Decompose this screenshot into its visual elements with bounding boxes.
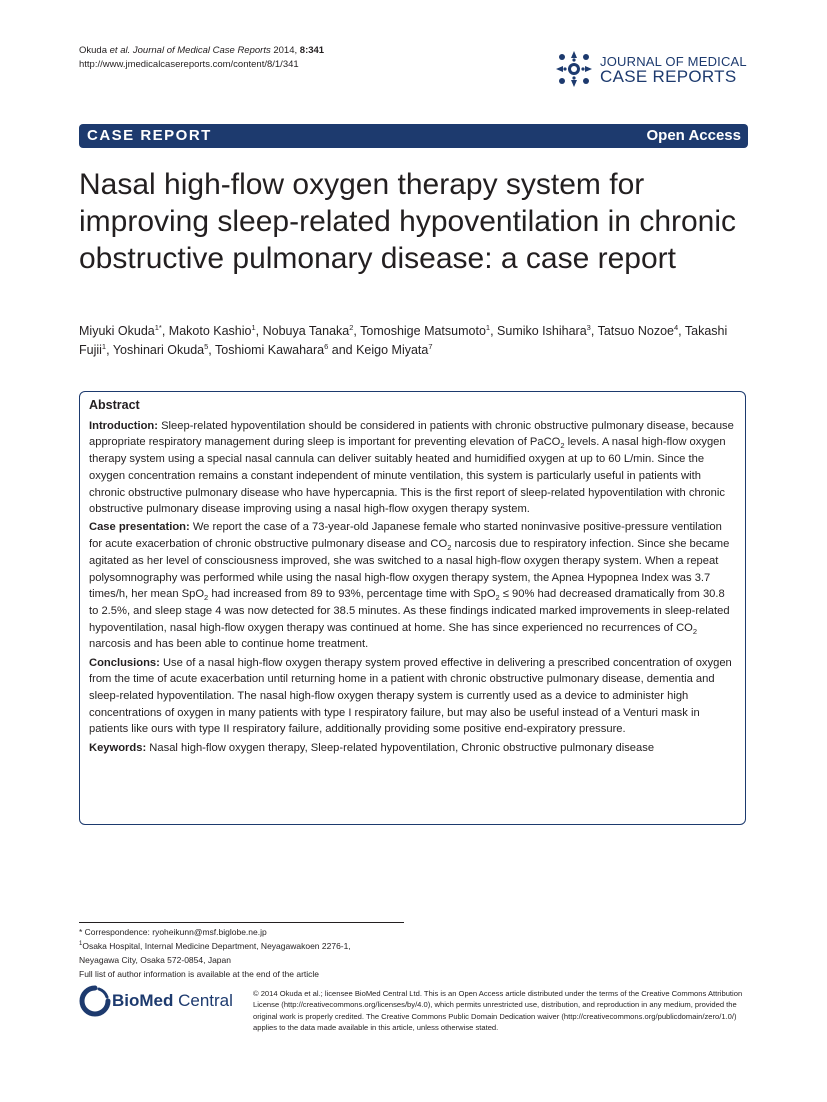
author-separator: and: [328, 343, 357, 357]
citation-author: Okuda: [79, 45, 107, 56]
author-info-note: Full list of author information is available at the end of the article: [79, 969, 320, 979]
central-word: Central: [173, 991, 233, 1010]
author-affiliation-sup: 3: [586, 322, 591, 332]
citation-etal: et al.: [109, 45, 131, 56]
author-name: Tomoshige Matsumoto: [360, 324, 486, 338]
conclusions-label: Conclusions:: [89, 656, 160, 669]
conclusions-text: Use of a nasal high-flow oxygen therapy system proved effective in delivering a prescribed concentration of oxygen from the time of acute exacerbation until returning home in a patient with chronic obstructive pulmonary disease, dementia and sleep-related hypoventilation. The nasal high-flow oxygen therapy system is currently used as a device to administer high concentrations of oxygen in many patients with type I respiratory failure, but may also be useful instead of a Venturi mask in patients like ours with type II respiratory failure, additionally providing some positive end-expiratory pressure.: [89, 656, 732, 736]
case-text-a: We report the case of a 73-year-old Japanese female who started noninvasive positive-pressure ventilation for acute exacerbation of chronic obstructive pulmonary disease and CO: [89, 521, 722, 551]
author-name: Takashi Fujii: [79, 324, 728, 357]
author-name: Miyuki Okuda: [79, 324, 155, 338]
abstract-heading: Abstract: [89, 398, 140, 412]
citation-year: 2014,: [273, 45, 298, 56]
affiliation-line1: Osaka Hospital, Internal Medicine Department, Neyagawakoen 2276-1,: [82, 941, 351, 951]
author-name: Keigo Miyata: [356, 343, 429, 357]
article-type-label: CASE REPORT: [87, 127, 212, 144]
correspondence-note: * Correspondence: ryoheikunn@msf.biglobe.ne.jp: [79, 927, 267, 937]
abstract-conclusions: [89, 655, 736, 739]
abstract-introduction: [89, 418, 736, 518]
author-name: Tatsuo Nozoe: [597, 324, 674, 338]
open-access-label: Open Access: [646, 127, 741, 144]
case-text-d: ≤ 90% had decreased dramatically from 30.8 to 2.5%, and sleep stage 4 was now detected for 38.5 minutes. As these findings indicated marked improvements in sleep-related hypoventilation, nasal high-flow oxygen therapy was continued at home. She has since experienced no recurrences of CO: [89, 588, 730, 634]
author-name: Makoto Kashio: [168, 324, 252, 338]
author-name: Yoshinari Okuda: [112, 343, 205, 357]
abstract-box: [79, 391, 746, 825]
article-title: Nasal high-flow oxygen therapy system for improving sleep-related hypoventilation in chronic obstructive pulmonary disease: a case report: [79, 168, 737, 275]
biomed-central-wordmark: [112, 991, 233, 1011]
footnotes: [79, 925, 351, 981]
author-name: Toshiomi Kawahara: [215, 343, 325, 357]
author-affiliation-sup: 4: [674, 322, 679, 332]
author-separator: ,: [161, 324, 169, 338]
author-separator: ,: [106, 343, 113, 357]
journal-emblem-icon: [552, 48, 596, 90]
journal-name-line1: JOURNAL OF MEDICAL: [600, 54, 747, 69]
case-text-b: narcosis due to respiratory infection. Since she became agitated as her level of consciousness improved, she was switched to a nasal high-flow oxygen therapy system. When a repeat polysomnography was performed while using the nasal high-flow oxygen therapy system, the Apnea Hypopnea Index was 3.7 times/h, her mean SpO: [89, 538, 730, 601]
journal-name-line2: CASE REPORTS: [600, 67, 737, 86]
article-type-banner: [79, 124, 748, 148]
author-affiliation-sup: 1: [101, 341, 107, 351]
author-affiliation-sup: 1: [251, 322, 256, 332]
author-separator: ,: [678, 324, 685, 338]
subscript: 2: [560, 441, 565, 451]
author-name: Sumiko Ishihara: [497, 324, 587, 338]
introduction-label: Introduction:: [89, 419, 158, 432]
author-separator: ,: [353, 324, 361, 338]
author-affiliation-sup: 1: [485, 322, 491, 332]
journal-name: [600, 54, 747, 84]
citation: [79, 44, 324, 72]
author-affiliation-sup: 6: [324, 341, 329, 351]
affiliation-line2: Neyagawa City, Osaka 572-0854, Japan: [79, 955, 231, 965]
subscript: 2: [447, 543, 452, 553]
journal-logo: [552, 48, 752, 90]
citation-volume: 8:341: [299, 45, 325, 56]
case-text-c: had increased from 89 to 93%, percentage time with SpO: [208, 588, 496, 601]
license-statement: © 2014 Okuda et al.; licensee BioMed Central Ltd. This is an Open Access article distributed under the terms of the Creative Commons Attribution License (http://creativecommons.org/licenses/by/4.0), which permits unrestricted use, distribution, and reproduction in any medium, provided the original work is properly credited. The Creative Commons Public Domain Dedication waiver (http://creativecommons.org/publicdomain/zero/1.0/) applies to the data made available in this article, unless otherwise stated.: [253, 989, 743, 1032]
introduction-text-b: levels. A nasal high-flow oxygen therapy system using a special nasal cannula can deliver suitably heated and humidified oxygen at up to 60 L/min. Since the oxygen concentration remains a constant independent of minute ventilation, this system is particularly useful in patients with chronic obstructive pulmonary disease who have hypercapnia. This is the first report of sleep-related hypoventilation with chronic obstructive pulmonary disease improving using a nasal high-flow oxygen therapy system.: [89, 436, 726, 516]
author-separator: ,: [208, 343, 216, 357]
citation-url[interactable]: http://www.jmedicalcasereports.com/content/8/1/341: [79, 59, 299, 70]
biomed-central-logo: [79, 985, 239, 1019]
keywords-label: Keywords:: [89, 741, 147, 754]
abstract-case-presentation: [89, 519, 736, 653]
citation-journal: Journal of Medical Case Reports: [132, 45, 271, 56]
case-text-e: narcosis and has been able to continue home treatment.: [89, 638, 369, 651]
biomed-word: BioMed: [112, 991, 174, 1010]
author-affiliation-sup: 7: [428, 341, 433, 351]
subscript: 2: [692, 626, 698, 636]
introduction-text-a: Sleep-related hypoventilation should be considered in patients with chronic obstructive pulmonary disease, because appropriate respiratory management during sleep is important for preventing elevation of PaCO: [89, 419, 734, 449]
keywords-text: Nasal high-flow oxygen therapy, Sleep-related hypoventilation, Chronic obstructive pulmonary disease: [146, 741, 655, 754]
affiliation-sup: 1: [79, 941, 83, 948]
author-affiliation-sup: 1*: [154, 322, 162, 332]
author-name: Nobuya Tanaka: [262, 324, 350, 338]
author-separator: ,: [255, 324, 263, 338]
footnote-divider: [79, 922, 404, 923]
author-list: [79, 322, 749, 360]
citation-line: [79, 44, 324, 58]
author-separator: ,: [590, 324, 598, 338]
affiliation-note: [79, 939, 351, 953]
biomed-central-icon: [79, 985, 111, 1017]
case-label: Case presentation:: [89, 521, 190, 534]
subscript: 2: [495, 593, 500, 603]
author-affiliation-sup: 5: [204, 341, 209, 351]
author-separator: ,: [490, 324, 498, 338]
subscript: 2: [204, 593, 209, 603]
abstract-keywords: [89, 740, 736, 757]
author-affiliation-sup: 2: [349, 322, 354, 332]
